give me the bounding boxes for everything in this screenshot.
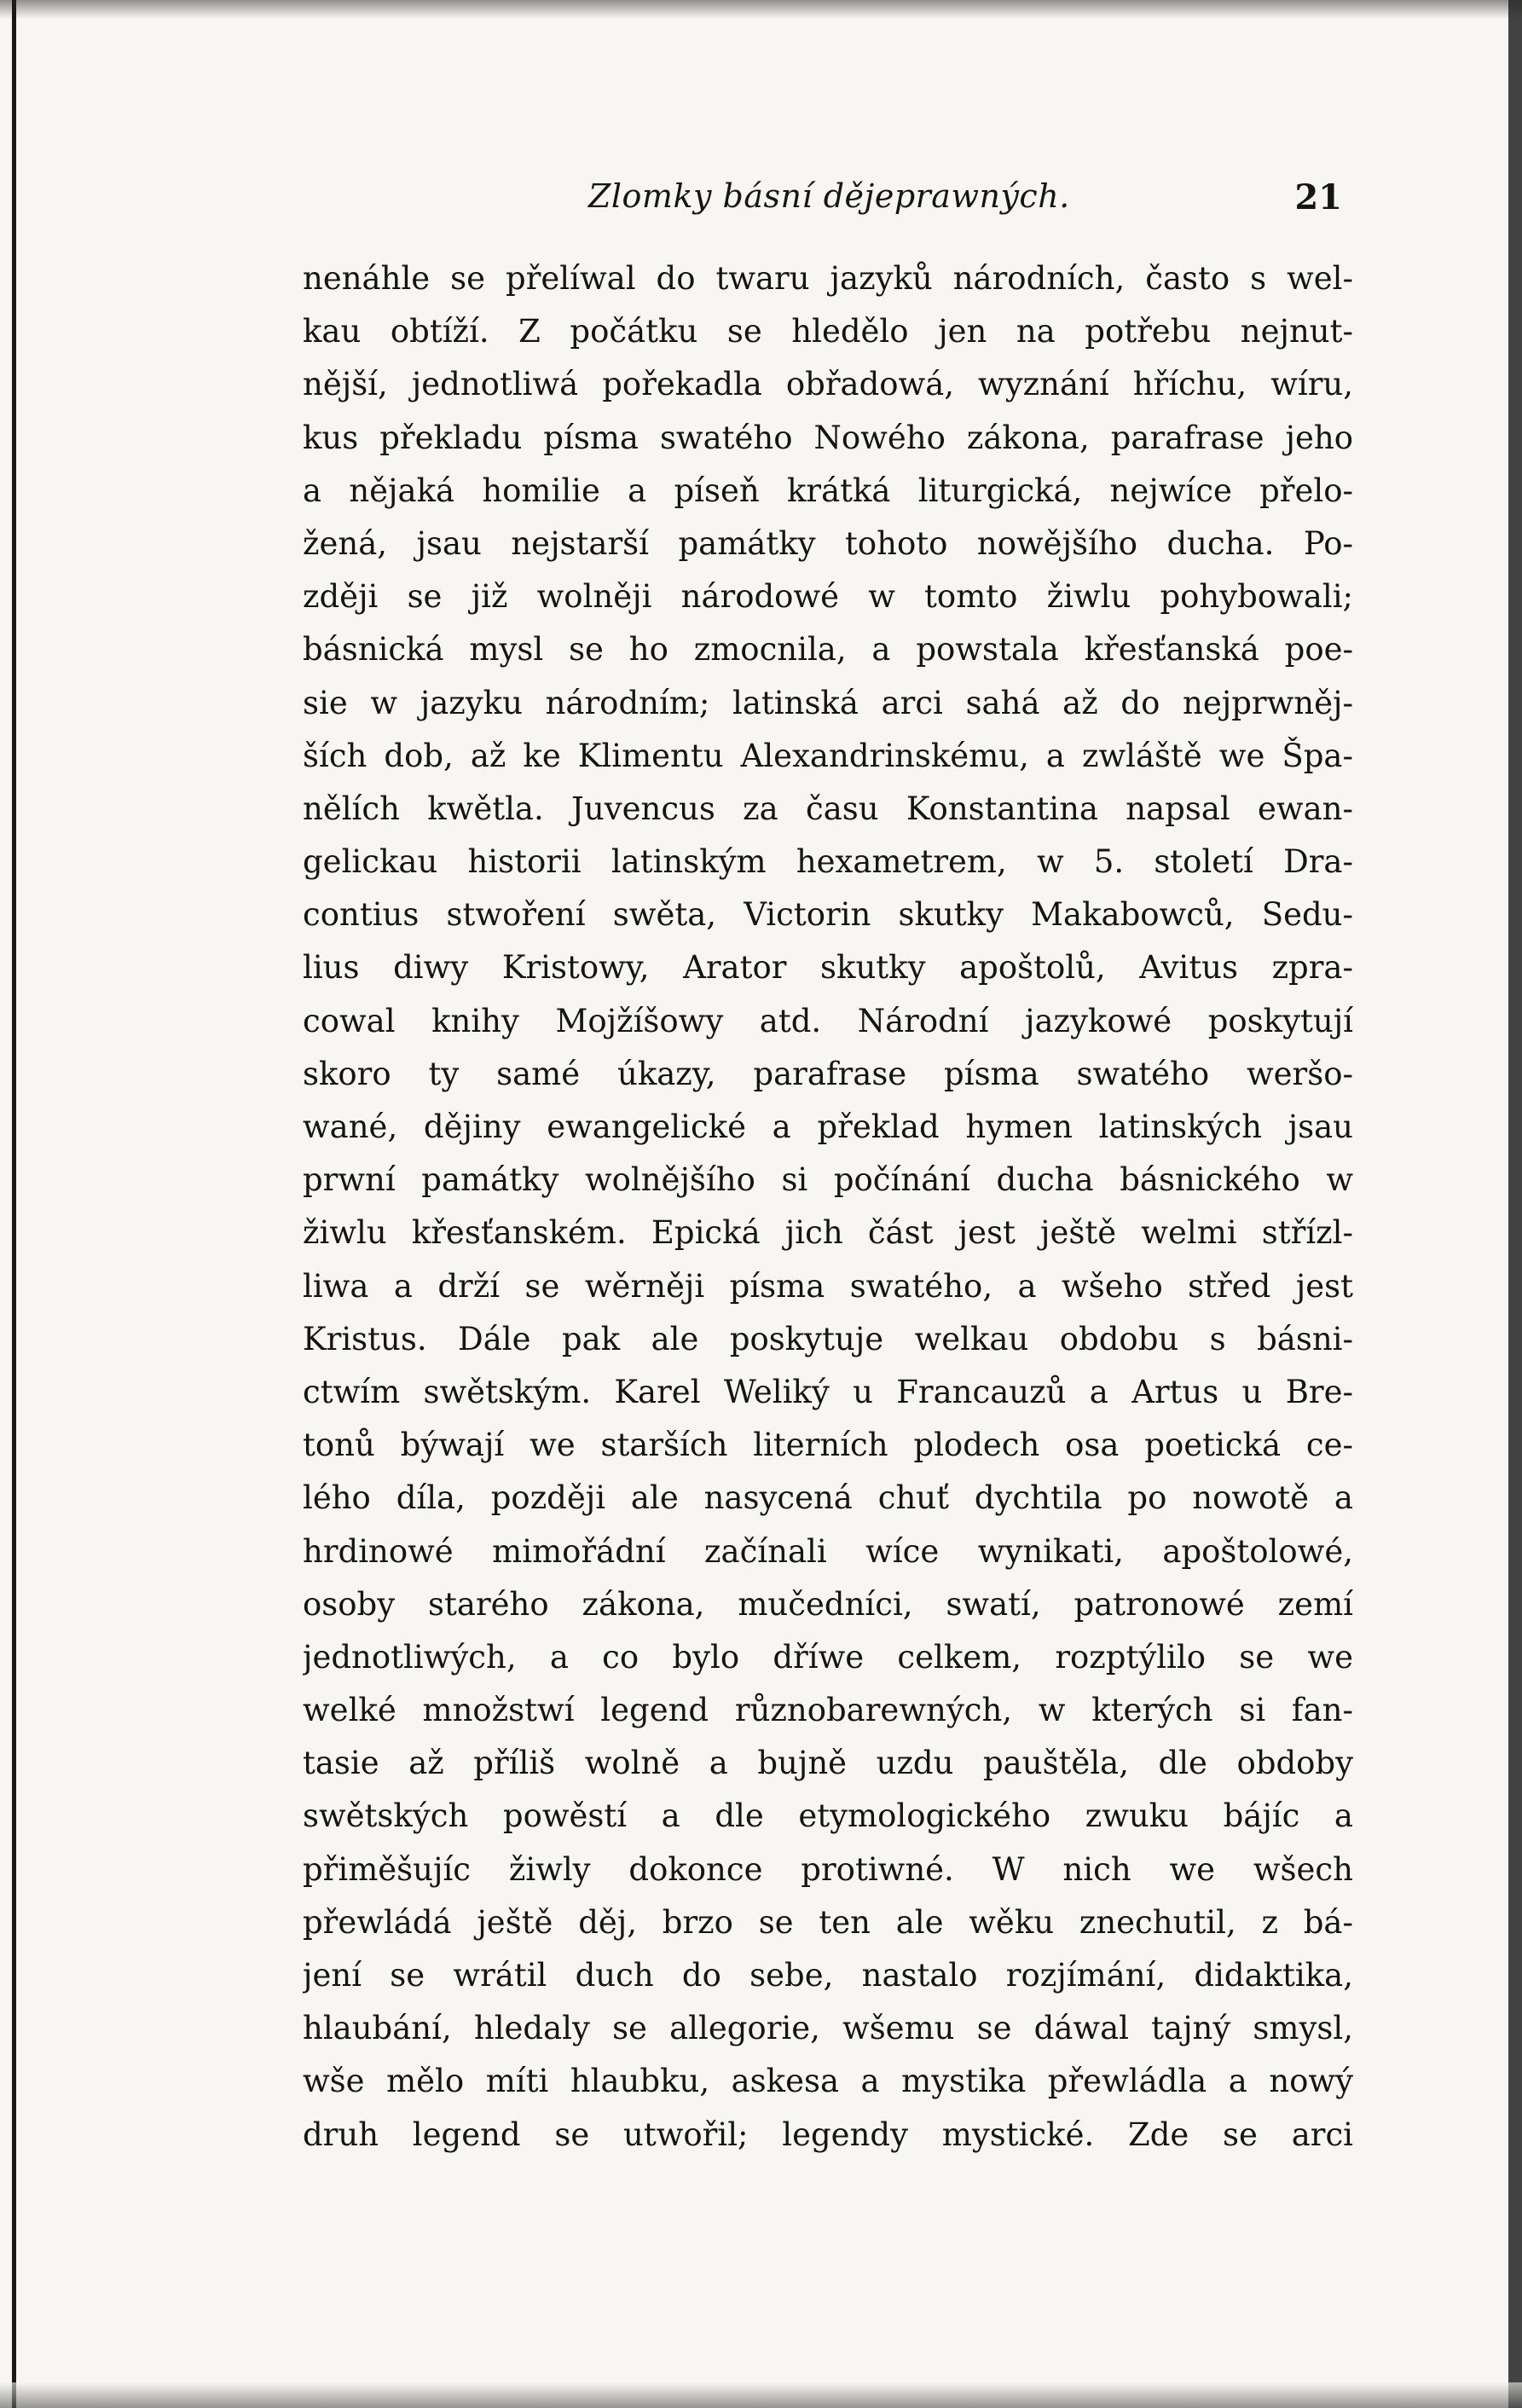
text-line: hlaubání, hledaly se allegorie, wšemu se dáwal tajný smysl, <box>303 2010 1353 2047</box>
text-line: contius stwoření swěta, Victorin skutky Makabowců, Sedu- <box>303 896 1353 934</box>
scan-edge-top <box>0 0 1522 19</box>
text-line: žená, jsau nejstarší památky tohoto nowějšího ducha. Po- <box>303 524 1353 562</box>
scan-edge-left <box>12 0 16 2408</box>
text-line: skoro ty samé úkazy, parafrase písma swatého weršo- <box>303 1055 1353 1092</box>
text-line: básnická mysl se ho zmocnila, a powstala křesťanská poe- <box>303 631 1353 669</box>
text-line: kau obtíží. Z počátku se hledělo jen na potřebu nejnut- <box>303 313 1353 350</box>
text-line: kus překladu písma swatého Nowého zákona, parafrase jeho <box>303 419 1353 456</box>
running-head: Zlomky básní dějeprawných. <box>588 177 1070 215</box>
text-line: žiwlu křesťanském. Epická jich část jest ještě welmi střízl- <box>303 1214 1353 1252</box>
text-line: nělích kwětla. Juvencus za času Konstantina napsal ewan- <box>303 790 1353 827</box>
text-line: hrdinowé mimořádní začínali wíce wynikati, apoštolowé, <box>303 1532 1353 1570</box>
text-line: wše mělo míti hlaubku, askesa a mystika přewládla a nowý <box>303 2063 1353 2100</box>
text-line: sie w jazyku národním; latinská arci sahá až do nejprwněj- <box>303 684 1353 721</box>
text-line: jednotliwých, a co bylo dříwe celkem, rozptýlilo se we <box>303 1638 1353 1676</box>
text-line: tasie až příliš wolně a bujně uzdu pauštěla, dle obdoby <box>303 1745 1353 1782</box>
text-line: welké množstwí legend různobarewných, w kterých si fan- <box>303 1692 1353 1729</box>
page-number: 21 <box>1294 177 1342 217</box>
text-line: Kristus. Dále pak ale poskytuje welkau obdobu s básni- <box>303 1320 1353 1357</box>
text-line: nější, jednotliwá pořekadla obřadowá, wyznání hříchu, wíru, <box>303 366 1353 403</box>
text-line: osoby starého zákona, mučedníci, swatí, patronowé zemí <box>303 1585 1353 1623</box>
page-header <box>290 177 1347 229</box>
text-line: cowal knihy Mojžíšowy atd. Národní jazykowé poskytují <box>303 1002 1353 1039</box>
scan-edge-bottom <box>0 2382 1522 2408</box>
text-line: swětských powěstí a dle etymologického zwuku bájíc a <box>303 1797 1353 1835</box>
text-line: nenáhle se přelíwal do twaru jazyků národních, často s wel- <box>303 260 1353 297</box>
text-line: lého díla, později ale nasycená chuť dychtila po nowotě a <box>303 1479 1353 1517</box>
text-line: ctwím swětským. Karel Weliký u Francauzů a Artus u Bre- <box>303 1373 1353 1410</box>
text-line: wané, dějiny ewangelické a překlad hymen latinských jsau <box>303 1108 1353 1145</box>
text-line: přewládá ještě děj, brzo se ten ale wěku znechutil, z bá- <box>303 1903 1353 1941</box>
scan-edge-right <box>1508 0 1522 2408</box>
text-line: prwní památky wolnějšího si počínání ducha básnického w <box>303 1161 1353 1199</box>
text-line: přiměšujíc žiwly dokonce protiwné. W nich we wšech <box>303 1850 1353 1888</box>
text-line: a nějaká homilie a píseň krátká liturgická, nejwíce přelo- <box>303 472 1353 509</box>
text-line: tonů býwají we starších literních plodech osa poetická ce- <box>303 1427 1353 1464</box>
text-line: zději se již wolněji národowé w tomto žiwlu pohybowali; <box>303 578 1353 616</box>
body-text <box>303 252 1353 2162</box>
text-line: druh legend se utwořil; legendy mystické. Zde se arci <box>303 2116 1353 2153</box>
text-line: jení se wrátil duch do sebe, nastalo rozjímání, didaktika, <box>303 1957 1353 1994</box>
text-line: ších dob, až ke Klimentu Alexandrinskému, a zwláště we Špa- <box>303 737 1353 774</box>
text-line: liwa a drží se wěrněji písma swatého, a wšeho střed jest <box>303 1267 1353 1305</box>
text-line: lius diwy Kristowy, Arator skutky apoštolů, Avitus zpra- <box>303 949 1353 987</box>
text-line: gelickau historii latinským hexametrem, w 5. století Dra- <box>303 843 1353 881</box>
